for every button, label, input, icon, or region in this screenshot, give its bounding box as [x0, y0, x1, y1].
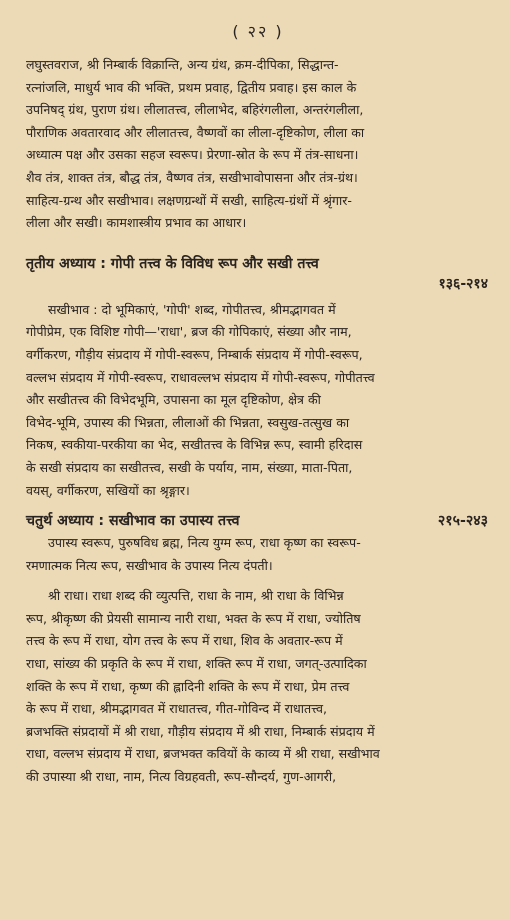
text-line: वर्गीकरण, गौड़ीय संप्रदाय में गोपी-स्वरूप, निम्बार्क संप्रदाय में गोपी-स्वरूप,: [26, 346, 363, 362]
chapter-4-page-range: २१५-२४३: [437, 513, 488, 530]
contents-continuation-paragraph: [26, 54, 490, 235]
text-line: पौराणिक अवतारवाद और लीलातत्त्व, वैष्णवों का लीला-दृष्टिकोण, लीला का: [26, 124, 365, 140]
text-line: श्री राधा। राधा शब्द की व्युत्पत्ति, राधा के नाम, श्री राधा के विभिन्न: [48, 588, 344, 604]
chapter-4-heading-row: [26, 510, 490, 532]
text-line: लीला और सखी। कामशास्त्रीय प्रभाव का आधार।: [26, 215, 247, 231]
text-line: राधा, सांख्य की प्रकृति के रूप में राधा, शक्ति रूप में राधा, जगत्-उत्पादिका: [26, 656, 367, 672]
text-line: गोपीप्रेम, एक विशिष्ट गोपी—'राधा', ब्रज की गोपिकाएं, संख्या और नाम,: [26, 324, 352, 340]
text-line: सखीभाव : दो भूमिकाएं, 'गोपी' शब्द, गोपीतत्त्व, श्रीमद्भागवत में: [48, 301, 336, 317]
chapter-4-radha-paragraph: [26, 585, 490, 788]
text-line: शक्ति के रूप में राधा, कृष्ण की ह्लादिनी शक्ति के रूप में राधा, प्रेम तत्त्व: [26, 678, 350, 694]
paragraph-gap: [26, 577, 490, 585]
chapter-4-intro-paragraph: [26, 532, 490, 577]
text-line: की उपास्या श्री राधा, नाम, नित्य विग्रहवती, रूप-सौन्दर्य, गुण-आगरी,: [26, 769, 337, 785]
text-line: रूप, श्रीकृष्ण की प्रेयसी सामान्य नारी राधा, भक्त के रूप में राधा, ज्योतिष: [26, 610, 361, 626]
text-line: वल्लभ संप्रदाय में गोपी-स्वरूप, राधावल्लभ संप्रदाय में गोपी-स्वरूप, गोपीतत्त्व: [26, 369, 375, 385]
text-line: के रूप में राधा, श्रीमद्भागवत में राधातत्त्व, गीत-गोविन्द में राधातत्त्व,: [26, 701, 328, 717]
text-line: साहित्य-ग्रन्थ और सखीभाव। लक्षणग्रन्थों में सखी, साहित्य-ग्रंथों में श्रृंगार-: [26, 192, 352, 208]
text-line: राधा, वल्लभ संप्रदाय में राधा, ब्रजभक्त कवियों के काव्य में श्री राधा, सखीभाव: [26, 746, 380, 762]
page-number: ( २२ ): [232, 22, 284, 41]
text-line: उपनिषद् ग्रंथ, पुराण ग्रंथ। लीलातत्त्व, लीलाभेद, बहिरंगलीला, अन्तरंगलीला,: [26, 102, 364, 118]
text-line: और सखीतत्त्व की विभेदभूमि, उपासना का मूल दृष्टिकोण, क्षेत्र की: [26, 392, 321, 408]
text-line: शैव तंत्र, शाक्त तंत्र, बौद्ध तंत्र, वैष्णव तंत्र, सखीभावोपासना और तंत्र-ग्रंथ।: [26, 169, 358, 185]
text-line: लघुस्तवराज, श्री निम्बार्क विक्रान्ति, अन्य ग्रंथ, क्रम-दीपिका, सिद्धान्त-: [26, 57, 339, 72]
text-line: निकष, स्वकीया-परकीया का भेद, सखीतत्त्व के विभिन्न रूप, स्वामी हरिदास: [26, 437, 363, 453]
text-line: वयस्, वर्गीकरण, सखियों का श्रृङ्गार।: [26, 482, 190, 498]
text-line: उपास्य स्वरूप, पुरुषविध ब्रह्म, नित्य युग्म रूप, राधा कृष्ण का स्वरूप-: [48, 535, 361, 551]
text-line: विभेद-भूमि, उपास्य की भिन्नता, लीलाओं की भिन्नता, स्वसुख-तत्सुख का: [26, 414, 350, 430]
text-line: तत्त्व के रूप में राधा, योग तत्त्व के रूप में राधा, शिव के अवतार-रूप में: [26, 633, 343, 649]
chapter-3-contents-paragraph: [26, 299, 490, 502]
text-line: रमणात्मक नित्य रूप, सखीभाव के उपास्य नित्य दंपती।: [26, 557, 273, 573]
text-line: रत्नांजलि, माधुर्य भाव की भक्ति, प्रथम प्रवाह, द्वितीय प्रवाह। इस काल के: [26, 79, 357, 95]
text-line: ब्रजभक्ति संप्रदायों में श्री राधा, गौड़ीय संप्रदाय में श्री राधा, निम्बार्क संप्रदाय में: [26, 723, 375, 739]
chapter-4-title: चतुर्थ अध्याय : सखीभाव का उपास्य तत्त्व: [26, 513, 240, 530]
text-line: अध्यात्म पक्ष और उसका सहज स्वरूप। प्रेरणा-स्रोत के रूप में तंत्र-साधना।: [26, 147, 359, 163]
text-line: के सखी संप्रदाय का सखीतत्त्व, सखी के पर्याय, नाम, संख्या, माता-पिता,: [26, 459, 353, 475]
chapter-3-page-range: १३६-२१४: [438, 275, 488, 292]
chapter-3-title: तृतीय अध्याय : गोपी तत्त्व के विविध रूप और सखी तत्त्व: [26, 255, 319, 272]
